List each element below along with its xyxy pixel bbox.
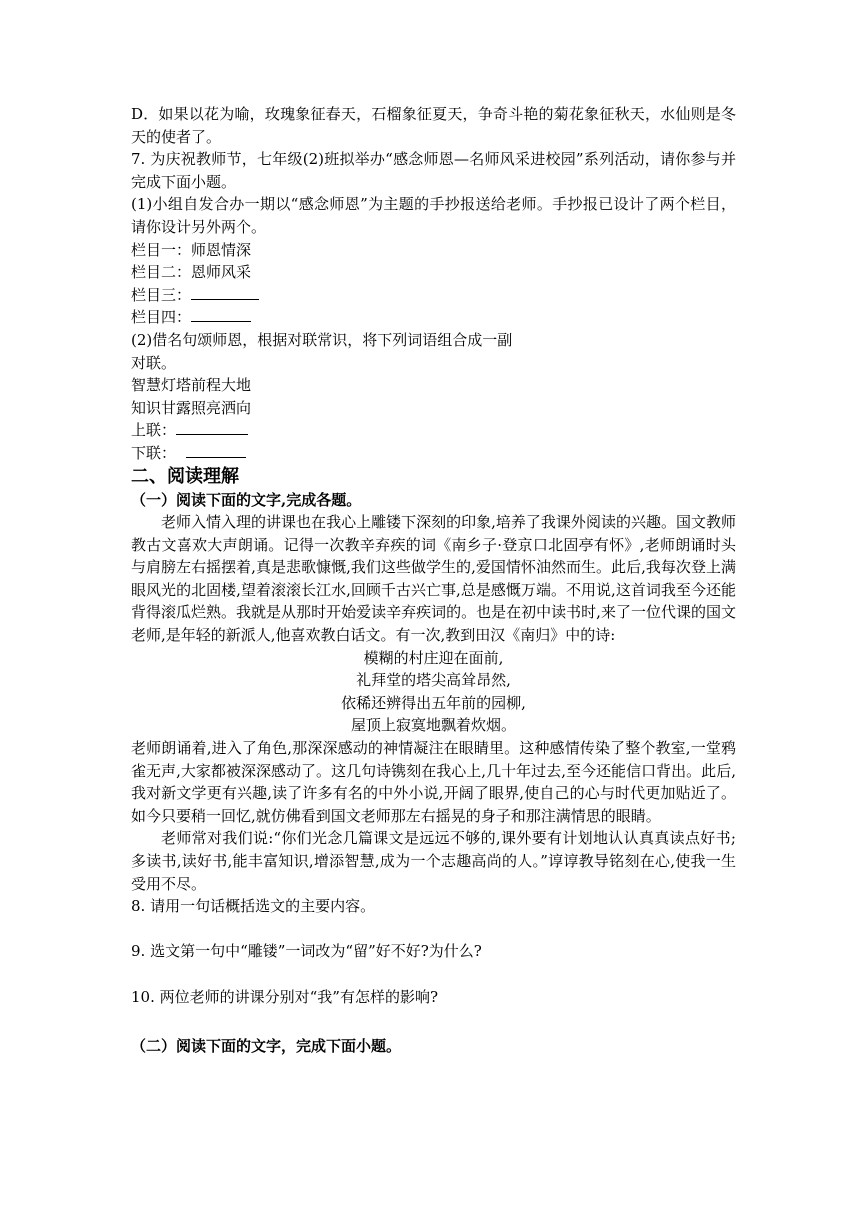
word-list-1: 智慧灯塔前程大地 xyxy=(131,376,252,395)
column-four-label: 栏目四： xyxy=(131,308,192,327)
column-three-label: 栏目三： xyxy=(131,285,192,304)
poem-line-1: 模糊的村庄迎在面前, xyxy=(363,648,504,667)
passage-paragraph-1: 老师入情入理的讲课也在我心上雕镂下深刻的印象,培养了我课外阅读的兴趣。国文教师教古文喜欢大声朗诵。记得一次教辛弃疾的词《南乡子·登京口北固亭有怀》,老师朗诵时头与肩膀左右摇摆着,真是悲歌慷慨,我们这些做学生的,爱国情怀油然而生。此后,我每次登上满眼风光的北固楼,望着滚滚长江水,回顾千古兴亡事,总是感慨万端。不用说,这首词我至今还能背得滚瓜烂熟。我就是从那时开始爱读辛弃疾词的。也是在初中读书时,来了一位代课的国文老师,是年轻的新派人,他喜欢教白话文。有一次,教到田汉《南归》中的诗: xyxy=(131,513,736,645)
q7-stem: 7. 为庆祝教师节，七年级(2)班拟举办“感念师恩—名师风采进校园”系列活动，请你参与并完成下面小题。 xyxy=(131,150,736,191)
q7-sub2-line2: 对联。 xyxy=(131,353,177,372)
question-9: 9. 选文第一句中“雕镂”一词改为“留”好不好?为什么? xyxy=(131,941,482,960)
column-four-blank[interactable] xyxy=(191,306,251,322)
column-four xyxy=(131,306,736,329)
word-list-2: 知识甘露照亮洒向 xyxy=(131,398,252,417)
poem-line-2: 礼拜堂的塔尖高耸昂然, xyxy=(356,671,511,690)
lower-couplet-label: 下联： xyxy=(131,443,177,462)
upper-couplet-label: 上联： xyxy=(131,421,177,440)
answer-space-8[interactable] xyxy=(131,918,736,940)
part-two-title: （二）阅读下面的文字，完成下面小题。 xyxy=(131,1036,402,1055)
poem-line-4: 屋顶上寂寞地飘着炊烟。 xyxy=(350,716,516,735)
question-10: 10. 两位老师的讲课分别对“我”有怎样的影响? xyxy=(131,988,439,1007)
column-one: 栏目一：师恩情深 xyxy=(131,240,252,259)
column-three xyxy=(131,284,736,307)
poem-line-3: 依稀还辨得出五年前的园柳, xyxy=(341,693,526,712)
q7-sub2-line1: (2)借名句颂师恩，根据对联常识，将下列词语组合成一副 xyxy=(131,330,513,349)
upper-couplet-blank[interactable] xyxy=(176,419,248,435)
lower-couplet xyxy=(131,442,736,465)
document-content xyxy=(131,103,736,1058)
question-8: 8. 请用一句话概括选文的主要内容。 xyxy=(131,897,376,916)
section-title: 二、阅读理解 xyxy=(131,465,239,487)
answer-space-9[interactable] xyxy=(131,962,736,986)
lower-couplet-blank[interactable] xyxy=(186,442,246,458)
q6-option-d: D．如果以花为喻，玫瑰象征春天，石榴象征夏天，争奇斗艳的菊花象征秋天，水仙则是冬天的使者了。 xyxy=(131,105,736,146)
column-two: 栏目二：恩师风采 xyxy=(131,263,252,282)
column-three-blank[interactable] xyxy=(191,284,259,300)
answer-space-10[interactable] xyxy=(131,1009,736,1035)
part-one-title: （一）阅读下面的文字,完成各题。 xyxy=(131,490,362,509)
upper-couplet xyxy=(131,419,736,442)
passage-paragraph-2: 老师朗诵着,进入了角色,那深深感动的神情凝注在眼睛里。这种感情传染了整个教室,一堂鸦雀无声,大家都被深深感动了。这几句诗镌刻在我心上,几十年过去,至今还能信口背出。此后,我对新文学更有兴趣,读了许多有名的中外小说,开阔了眼界,使自己的心与时代更加贴近了。如今只要稍一回忆,就仿佛看到国文老师那左右摇晃的身子和那注满情思的眼睛。 xyxy=(131,739,736,825)
q7-sub1: (1)小组自发合办一期以“感念师恩”为主题的手抄报送给老师。手抄报已设计了两个栏目，请你设计另外两个。 xyxy=(131,195,736,236)
passage-paragraph-3: 老师常对我们说:“你们光念几篇课文是远远不够的,课外要有计划地认认真真读点好书;多读书,读好书,能丰富知识,增添智慧,成为一个志趣高尚的人。”谆谆教导铭刻在心,使我一生受用不尽。 xyxy=(131,829,736,893)
